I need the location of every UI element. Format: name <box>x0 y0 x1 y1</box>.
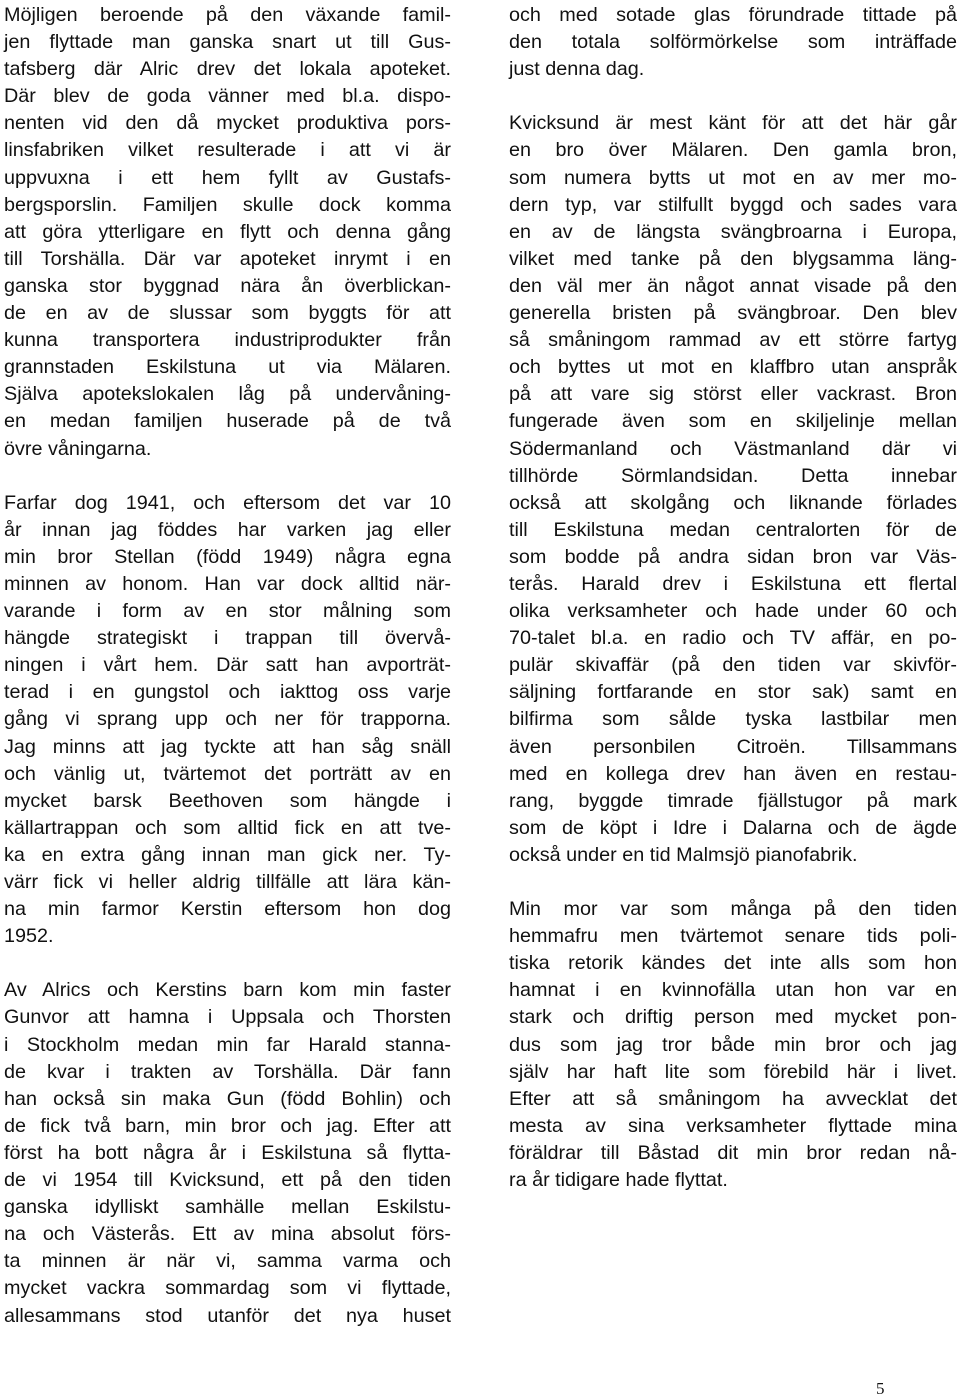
text-line: de fick två barn, min bror och jag. Efter att <box>4 1114 451 1137</box>
text-line: en av de längsta svängbroarna i Europa, <box>509 220 957 243</box>
paragraph <box>509 896 957 1194</box>
paragraph <box>4 2 451 463</box>
text-line: år innan jag föddes har varken jag eller <box>4 518 451 541</box>
text-line: också under en tid Malmsjö pianofabrik. <box>509 843 858 866</box>
text-line: ganska idylliskt samhälle mellan Eskilstu- <box>4 1196 451 1219</box>
text-line: bilfirma som sålde tyska lastbilar men <box>509 708 957 731</box>
text-line: föräldrar till Båstad dit min bror redan nå- <box>509 1141 957 1164</box>
paragraph <box>509 2 957 83</box>
paragraph <box>4 490 451 951</box>
text-line: na och Västerås. Ett av mina absolut förs- <box>4 1223 451 1246</box>
paragraph-gap <box>4 463 451 490</box>
paragraph <box>509 110 957 869</box>
text-line: Min mor var som många på den tiden <box>509 898 957 921</box>
text-line: bergsporslin. Familjen skulle dock komma <box>4 193 451 216</box>
right-column <box>509 2 957 1194</box>
text-line: hamnat i en kvinnofälla utan hon var en <box>509 979 957 1002</box>
text-line: han också sin maka Gun (född Bohlin) och <box>4 1087 451 1110</box>
text-line: ganska stor byggnad nära ån överblickan- <box>4 274 451 297</box>
page-number: 5 <box>876 1379 885 1398</box>
text-line: en bro över Mälaren. Den gamla bron, <box>509 139 957 162</box>
paragraph-gap <box>509 83 957 110</box>
text-line: en medan familjen huserade på de två <box>4 410 451 433</box>
text-line: olika verksamheter och hade under 60 och <box>509 600 957 623</box>
text-line: Jag minns att jag tyckte att han såg snäll <box>4 735 451 758</box>
text-line: till Eskilstuna medan centralorten för de <box>509 518 957 541</box>
text-line: generella bristen på svängbroar. Den blev <box>509 302 957 325</box>
text-line: källartrappan och som alltid fick en att tve- <box>4 816 451 839</box>
text-line: ta minnen är när vi, samma varma och <box>4 1250 451 1273</box>
text-line: hängde strategiskt i trappan till övervå- <box>4 627 451 650</box>
text-line: de vi 1954 till Kvicksund, ett på den tiden <box>4 1169 451 1192</box>
text-line: tiska retorik kändes det inte alls som hon <box>509 952 957 975</box>
text-line: Där blev de goda vänner med bl.a. dispo- <box>4 85 451 108</box>
text-line: linsfabriken vilket resulterade i att vi är <box>4 139 451 162</box>
text-line: min bror Stellan (född 1949) några egna <box>4 545 451 568</box>
text-line: även personbilen Citroën. Tillsammans <box>509 735 957 758</box>
text-line: mycket vackra sommardag som vi flyttade, <box>4 1277 451 1300</box>
text-line: nenten vid den då mycket produktiva pors- <box>4 112 451 135</box>
text-line: den totala solförmörkelse som inträffade <box>509 31 957 54</box>
text-line: na min farmor Kerstin eftersom hon dog <box>4 898 451 921</box>
text-line: själv har haft lite som förebild här i livet. <box>509 1060 957 1083</box>
text-line: och med sotade glas förundrade tittade på <box>509 4 957 26</box>
left-column <box>4 2 451 1330</box>
text-line: värr fick vi heller aldrig tillfälle att lära kän- <box>4 871 451 893</box>
text-line: i Stockholm medan min far Harald stanna- <box>4 1033 451 1056</box>
text-line: kunna transportera industriprodukter från <box>4 329 451 352</box>
text-line: 1952. <box>4 925 54 948</box>
text-line: också att skolgång och liknande förlades <box>509 491 957 514</box>
text-line: till Torshälla. Där var apoteket inrymt i en <box>4 247 451 270</box>
text-line: och byttes ut mot en klaffbro utan anspråk <box>509 356 957 379</box>
text-line: med en kollega drev han även en restau- <box>509 762 957 785</box>
paragraph-gap <box>509 869 957 896</box>
text-line: Möjligen beroende på den växande famil- <box>4 4 451 26</box>
text-line: Kvicksund är mest känt för att det här går <box>509 112 957 135</box>
text-line: säljning fortfarande en stor sak) samt en <box>509 681 957 704</box>
text-line: tillhörde Sörmlandsidan. Detta innebar <box>509 464 957 487</box>
text-line: ka en extra gång innan man gick ner. Ty- <box>4 843 451 866</box>
text-line: och vänlig ut, tvärtemot det porträtt av en <box>4 762 451 785</box>
text-line: ra år tidigare hade flyttat. <box>509 1169 728 1192</box>
text-line: terås. Harald drev i Eskilstuna ett flertal <box>509 572 957 595</box>
text-line: övre våningarna. <box>4 437 152 460</box>
paragraph <box>4 977 451 1329</box>
text-line: just denna dag. <box>509 58 645 81</box>
text-line: dus som jag tror både min bror och jag <box>509 1033 957 1056</box>
text-line: den väl mer än något annat visade på den <box>509 274 957 297</box>
paragraph-gap <box>4 950 451 977</box>
text-line: som numera bytts ut mot en av mer mo- <box>509 166 957 189</box>
text-line: så småningom rammad av ett större fartyg <box>509 329 957 352</box>
text-line: först ha bott några år i Eskilstuna så flytta- <box>4 1141 451 1164</box>
text-line: mycket barsk Beethoven som hängde i <box>4 789 451 812</box>
text-line: 70-talet bl.a. en radio och TV affär, en po- <box>509 627 957 650</box>
text-line: jen flyttade man ganska snart ut till Gus- <box>4 31 451 54</box>
text-line: dern typ, var stilfullt byggd och sades vara <box>509 193 957 216</box>
text-line: som bodde på andra sidan bron var Väs- <box>509 545 957 568</box>
text-line: uppvuxna i ett hem fyllt av Gustafs- <box>4 166 451 189</box>
text-line: på att vare sig störst eller vackrast. Bron <box>509 383 957 406</box>
text-line: minnen av honom. Han var dock alltid när- <box>4 572 451 595</box>
text-line: terad i en gungstol och iakttog oss varje <box>4 681 451 704</box>
text-line: de kvar i trakten av Torshälla. Där fann <box>4 1060 451 1083</box>
text-line: de en av de slussar som byggts för att <box>4 302 451 325</box>
text-line: pulär skivaffär (på den tiden var skivför- <box>509 654 957 677</box>
text-line: Av Alrics och Kerstins barn kom min faster <box>4 979 451 1002</box>
text-line: vilket med tanke på den blygsamma läng- <box>509 247 957 270</box>
text-line: som de köpt i Idre i Dalarna och de ägde <box>509 816 957 839</box>
text-line: rang, byggde timrade fjällstugor på mark <box>509 789 957 812</box>
text-line: Efter att så småningom ha avvecklat det <box>509 1087 957 1110</box>
text-line: ningen i vårt hem. Där satt han avporträt- <box>4 654 451 677</box>
text-line: Farfar dog 1941, och eftersom det var 10 <box>4 491 451 514</box>
text-line: stark och driftig person med mycket pon- <box>509 1006 957 1029</box>
text-line: gång vi sprang upp och ner för trapporna. <box>4 708 451 731</box>
text-line: tafsberg där Alric drev det lokala apoteket. <box>4 58 451 81</box>
text-line: allesammans stod utanför det nya huset <box>4 1304 451 1327</box>
text-line: Själva apotekslokalen låg på undervåning- <box>4 383 451 406</box>
text-line: fungerade även som en skiljelinje mellan <box>509 410 957 433</box>
text-line: mesta av sina verksamheter flyttade mina <box>509 1114 957 1137</box>
text-line: Gunvor att hamna i Uppsala och Thorsten <box>4 1006 451 1029</box>
text-line: att göra ytterligare en flytt och denna gång <box>4 220 451 243</box>
text-line: grannstaden Eskilstuna ut via Mälaren. <box>4 356 451 379</box>
text-line: hemmafru men tvärtemot senare tids poli- <box>509 925 957 948</box>
text-line: varande i form av en stor målning som <box>4 600 451 623</box>
text-line: Södermanland och Västmanland där vi <box>509 437 957 460</box>
